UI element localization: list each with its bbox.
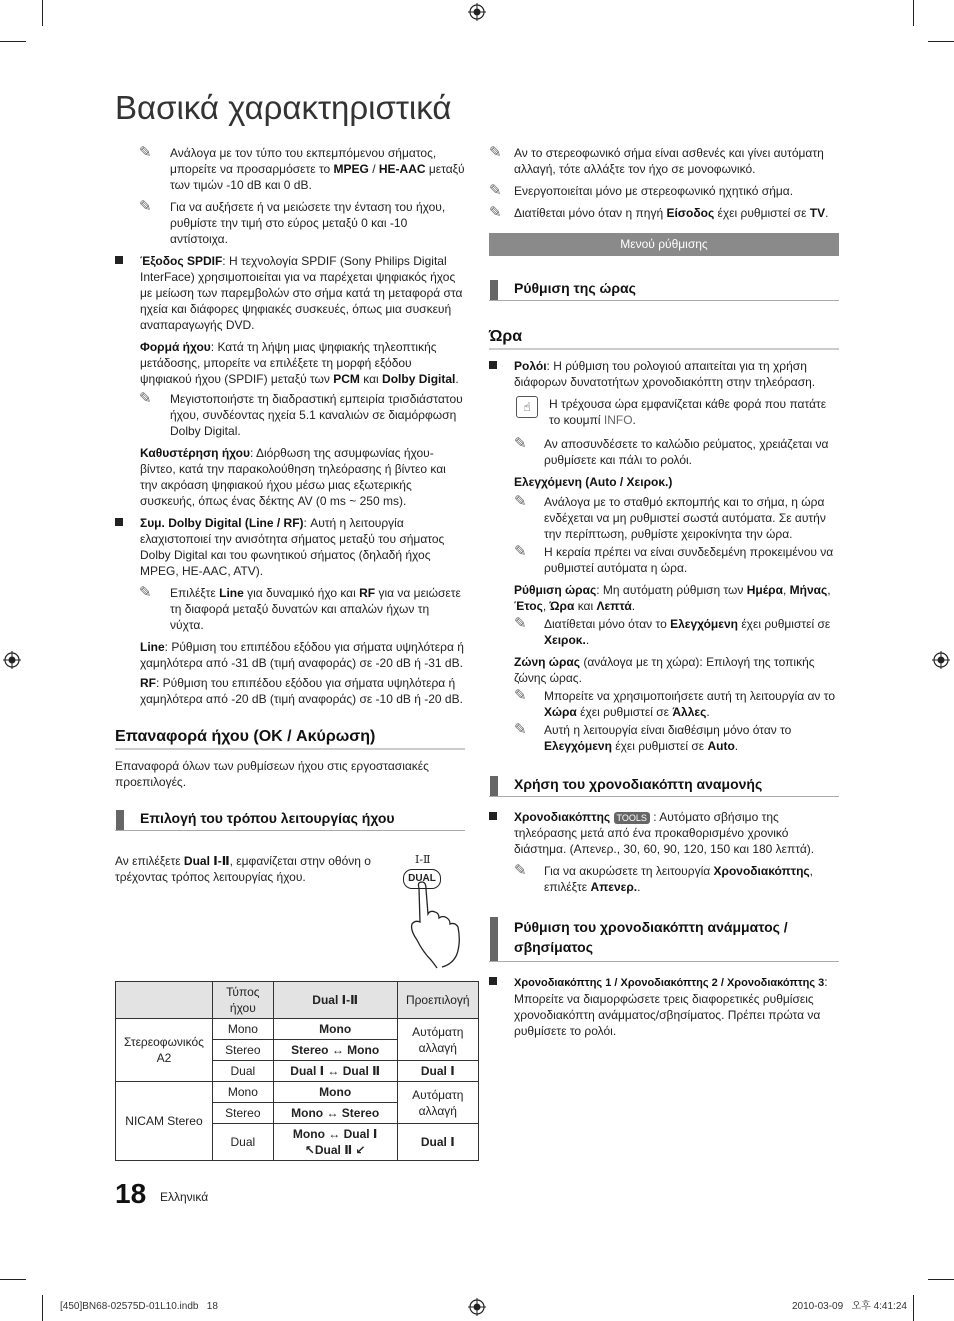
- note: ✎ Αν το στερεοφωνικό σήμα είναι ασθενές και γίνει αυτόματη αλλαγή, τότε αλλάξτε τον ήχο σε μονοφωνικό.: [489, 144, 824, 176]
- crop-mark: [913, 1295, 914, 1321]
- dolby-comp-item: Συμ. Dolby Digital (Line / RF): Αυτή η λειτουργία ελαχιστοποιεί την ανισότητα σήματος μεταξύ του σήματος Dolby Digital και του φωνητικού σήματος (δηλαδή ήχος MPEG, HE-AAC, ATV).: [115, 515, 465, 579]
- reset-text: Επαναφορά όλων των ρυθμίσεων ήχου στις εργοστασιακές προεπιλογές.: [115, 759, 429, 789]
- registration-mark-icon: [468, 3, 486, 21]
- table-cell: Mono: [212, 1019, 273, 1040]
- line-desc: Line: Ρύθμιση του επιπέδου εξόδου για σήματα υψηλότερα ή χαμηλότερα από -31 dB (τιμή αναφοράς) σε -20 dB ή -31 dB.: [140, 640, 464, 670]
- page-language: Ελληνικά: [160, 1190, 209, 1204]
- note: ✎ Διατίθεται μόνο όταν το Ελεγχόμενη έχει ρυθμιστεί σε Χειροκ..: [514, 615, 831, 647]
- note: ✎ Μπορείτε να χρησιμοποιήσετε αυτή τη λειτουργία αν το Χώρα έχει ρυθμιστεί σε Άλλες.: [514, 687, 836, 719]
- crop-mark: [913, 0, 914, 26]
- table-cell: Mono ↔ Stereo: [273, 1103, 397, 1124]
- table-header-cell: Τύπος ήχου: [212, 982, 273, 1019]
- audio-format: Φορμά ήχου: Κατά τη λήψη μιας ψηφιακής τηλεοπτικής μετάδοσης, μπορείτε να επιλέξετε τη μορφή εξόδου ψηφιακού ήχου (SPDIF) μεταξύ των PCM και Dolby Digital.: [140, 340, 459, 386]
- note-pencil-icon: ✎: [514, 435, 527, 452]
- table-cell: Mono: [273, 1019, 397, 1040]
- info-note: ☝ Η τρέχουσα ώρα εμφανίζεται κάθε φορά που πατάτε το κουμπί INFO.: [489, 396, 839, 428]
- section-title: Επαναφορά ήχου (OK / Ακύρωση): [115, 729, 465, 750]
- note: ✎ Επιλέξτε Line για δυναμικό ήχο και RF για να μειώσετε τη διαφορά μεταξύ δυνατών και απαλών ήχων τη νύχτα.: [139, 584, 461, 632]
- table-header-cell: [116, 982, 213, 1019]
- subsection-title: Ρύθμιση του χρονοδιακόπτη ανάμματος / σβησίματος: [489, 917, 839, 962]
- table-cell: Στερεοφωνικός A2: [116, 1019, 213, 1082]
- note-pencil-icon: ✎: [514, 862, 527, 879]
- clock-item: Ρολόι: Η ρύθμιση του ρολογιού απαιτείται για τη χρήση διάφορων δυνατοτήτων χρονοδιακόπτη στην τηλεόραση.: [489, 358, 839, 390]
- table-cell: Mono ↔ Dual Ⅰ ↖Dual Ⅱ ↙: [273, 1124, 397, 1161]
- note-pencil-icon: ✎: [139, 390, 152, 407]
- note-pencil-icon: ✎: [489, 144, 502, 161]
- sound-mode-table: [115, 981, 479, 1161]
- note-pencil-icon: ✎: [514, 687, 527, 704]
- table-row: [116, 1082, 479, 1103]
- dual-label: Ⅰ-Ⅱ: [415, 853, 431, 866]
- rf-desc: RF: Ρύθμιση του επιπέδου εξόδου για σήματα υψηλότερα ή χαμηλότερα από -20 dB (τιμή αναφοράς) σε -10 dB ή -20 dB.: [140, 676, 463, 706]
- table-cell: Mono: [273, 1082, 397, 1103]
- tools-button-icon: TOOLS: [614, 812, 650, 824]
- note-pencil-icon: ✎: [514, 493, 527, 510]
- table-cell: Stereo: [212, 1103, 273, 1124]
- table-cell: Mono: [212, 1082, 273, 1103]
- table-row: [116, 1019, 479, 1040]
- sleep-timer-item: Χρονοδιακόπτης TOOLS : Αυτόματο σβήσιμο της τηλεόρασης μετά από ένα προκαθορισμένο χρονικό διάστημα. (Απενερ., 30, 60, 90, 120, 150 και 180 λεπτά).: [489, 809, 839, 857]
- subsection-title: Επιλογή του τρόπου λειτουργίας ήχου: [115, 810, 465, 831]
- crop-mark: [0, 1279, 26, 1280]
- note: ✎ Διατίθεται μόνο όταν η πηγή Είσοδος έχει ρυθμιστεί σε TV.: [489, 204, 829, 221]
- note: ✎ Για να αυξήσετε ή να μειώσετε την ένταση του ήχου, ρυθμίστε την τιμή στο εύρος μεταξύ 0 και -10 αντίστοιχα.: [139, 198, 446, 246]
- crop-mark: [928, 41, 954, 42]
- note-pencil-icon: ✎: [489, 182, 502, 199]
- note: ✎ Ανάλογα με το σταθμό εκπομπής και το σήμα, η ώρα ενδέχεται να μη ρυθμιστεί σωστά αυτόματα. Σε αυτήν την περίπτωση, ρυθμίστε χειροκίνητα την ώρα.: [514, 493, 826, 541]
- subsection-title: Ρύθμιση της ώρας: [489, 280, 839, 301]
- table-cell: Dual Ⅰ ↔ Dual Ⅱ: [273, 1061, 397, 1082]
- right-column: [489, 145, 839, 1045]
- table-header-row: [116, 982, 479, 1019]
- table-cell: Dual Ⅰ: [397, 1061, 478, 1082]
- footer-date: 2010-03-09 오후 4:41:24: [792, 1301, 907, 1312]
- hand-icon: [395, 852, 470, 970]
- heading-bar: [116, 810, 124, 830]
- table-cell: NICAM Stereo: [116, 1082, 213, 1161]
- square-bullet-icon: [489, 977, 497, 985]
- crop-mark: [42, 0, 43, 26]
- mode-text: Αν επιλέξετε Dual Ⅰ-Ⅱ, εμφανίζεται στην οθόνη ο τρέχοντας τρόπος λειτουργίας ήχου.: [115, 854, 371, 884]
- table-cell: Αυτόματη αλλαγή: [397, 1082, 478, 1124]
- table-cell: Stereo ↔ Mono: [273, 1040, 397, 1061]
- note: ✎ Αν αποσυνδέσετε το καλώδιο ρεύματος, χρειάζεται να ρυθμίσετε και πάλι το ρολόι.: [514, 435, 829, 467]
- note: ✎ Για να ακυρώσετε τη λειτουργία Χρονοδιακόπτης, επιλέξτε Απενερ..: [514, 862, 814, 894]
- heading-bar: [490, 280, 498, 300]
- clock-set: Ρύθμιση ώρας: Μη αυτόματη ρύθμιση των Ημέρα, Μήνας, Έτος, Ώρα και Λεπτά.: [514, 583, 831, 613]
- table-cell: Dual: [212, 1061, 273, 1082]
- table-cell: Αυτόματη αλλαγή: [397, 1019, 478, 1061]
- page-title: Βασικά χαρακτηριστικά: [115, 89, 452, 126]
- note: ✎ Ανάλογα με τον τύπο του εκπεμπόμενου σήματος, μπορείτε να προσαρμόσετε το MPEG / HE-AAC μεταξύ των τιμών -10 dB και 0 dB.: [139, 144, 465, 192]
- note: ✎ Αυτή η λειτουργία είναι διαθέσιμη μόνο όταν το Ελεγχόμενη έχει ρυθμιστεί σε Auto.: [514, 721, 792, 753]
- spdif-item: Έξοδος SPDIF: Η τεχνολογία SPDIF (Sony Philips Digital InterFace) χρησιμοποιείται για να παρέχεται ψηφιακός ήχος με μείωση των παρεμβολών στο σήμα κατά τη μεταφορά στα ηχεία και διάφορες ψηφιακές συσκευές, όπως μια συσκευή αναπαραγωγής DVD.: [115, 253, 465, 333]
- note-pencil-icon: ✎: [514, 543, 527, 560]
- heading-bar: [490, 917, 498, 961]
- note-pencil-icon: ✎: [139, 198, 152, 215]
- subsection-title: Χρήση του χρονοδιακόπτη αναμονής: [489, 776, 839, 797]
- table-header-cell: Dual Ⅰ-Ⅱ: [273, 982, 397, 1019]
- footer-file: [450]BN68-02575D-01L10.indb 18: [60, 1301, 218, 1312]
- square-bullet-icon: [489, 812, 497, 820]
- note: ✎ Ενεργοποιείται μόνο με στερεοφωνικό ηχητικό σήμα.: [489, 182, 794, 199]
- square-bullet-icon: [115, 256, 123, 264]
- note-pencil-icon: ✎: [514, 721, 527, 738]
- registration-mark-icon: [3, 651, 21, 669]
- left-column: [115, 145, 465, 831]
- table-cell: Dual Ⅰ: [397, 1124, 478, 1161]
- menu-band: Μενού ρύθμισης: [489, 233, 839, 256]
- square-bullet-icon: [115, 518, 123, 526]
- table-cell: Dual: [212, 1124, 273, 1161]
- note-pencil-icon: ✎: [139, 144, 152, 161]
- time-zone: Ζώνη ώρας (ανάλογα με τη χώρα): Επιλογή της τοπικής ζώνης ώρας.: [514, 655, 815, 685]
- table-cell: Stereo: [212, 1040, 273, 1061]
- crop-mark: [928, 1279, 954, 1280]
- crop-mark: [42, 1295, 43, 1321]
- on-off-timer-item: Χρονοδιακόπτης 1 / Χρονοδιακόπτης 2 / Χρονοδιακόπτης 3: Μπορείτε να διαμορφώσετε τρεις διαφορετικές ρυθμίσεις χρονοδιακόπτη ανάμματος/σβησίματος. Πρέπει πρώτα να ρυθμίσετε το ρολόι.: [489, 974, 839, 1039]
- table-header-cell: Προεπιλογή: [397, 982, 478, 1019]
- dual-button: DUAL: [403, 869, 441, 889]
- note: ✎ Η κεραία πρέπει να είναι συνδεδεμένη προκειμένου να ρυθμιστεί αυτόματα η ώρα.: [514, 543, 834, 575]
- note-pencil-icon: ✎: [514, 615, 527, 632]
- square-bullet-icon: [489, 361, 497, 369]
- section-title: Ώρα: [489, 329, 839, 350]
- crop-mark: [0, 41, 26, 42]
- info-hand-icon: ☝: [516, 396, 538, 418]
- remote-dual-illustration: [395, 852, 470, 970]
- note-pencil-icon: ✎: [139, 584, 152, 601]
- registration-mark-icon: [468, 1298, 486, 1316]
- heading-bar: [490, 776, 498, 796]
- registration-mark-icon: [932, 651, 950, 669]
- clock-mode-label: Ελεγχόμενη (Auto / Χειροκ.): [514, 475, 673, 489]
- note-pencil-icon: ✎: [489, 204, 502, 221]
- audio-delay: Καθυστέρηση ήχου: Διόρθωση της ασυμφωνίας ήχου-βίντεο, κατά την παρακολούθηση τηλεόρασης ή βίντεο και την ακρόαση ψηφιακού ήχου μέσω μιας εξωτερικής συσκευής, όπως ένας δέκτης AV (0 ms ~ 250 ms).: [140, 446, 446, 508]
- page-number: 18: [115, 1178, 147, 1209]
- note: ✎ Μεγιστοποιήστε τη διαδραστική εμπειρία τρισδιάστατου ήχου, συνδέοντας ηχεία 5.1 καναλιών σε διαμόρφωση Dolby Digital.: [139, 390, 463, 438]
